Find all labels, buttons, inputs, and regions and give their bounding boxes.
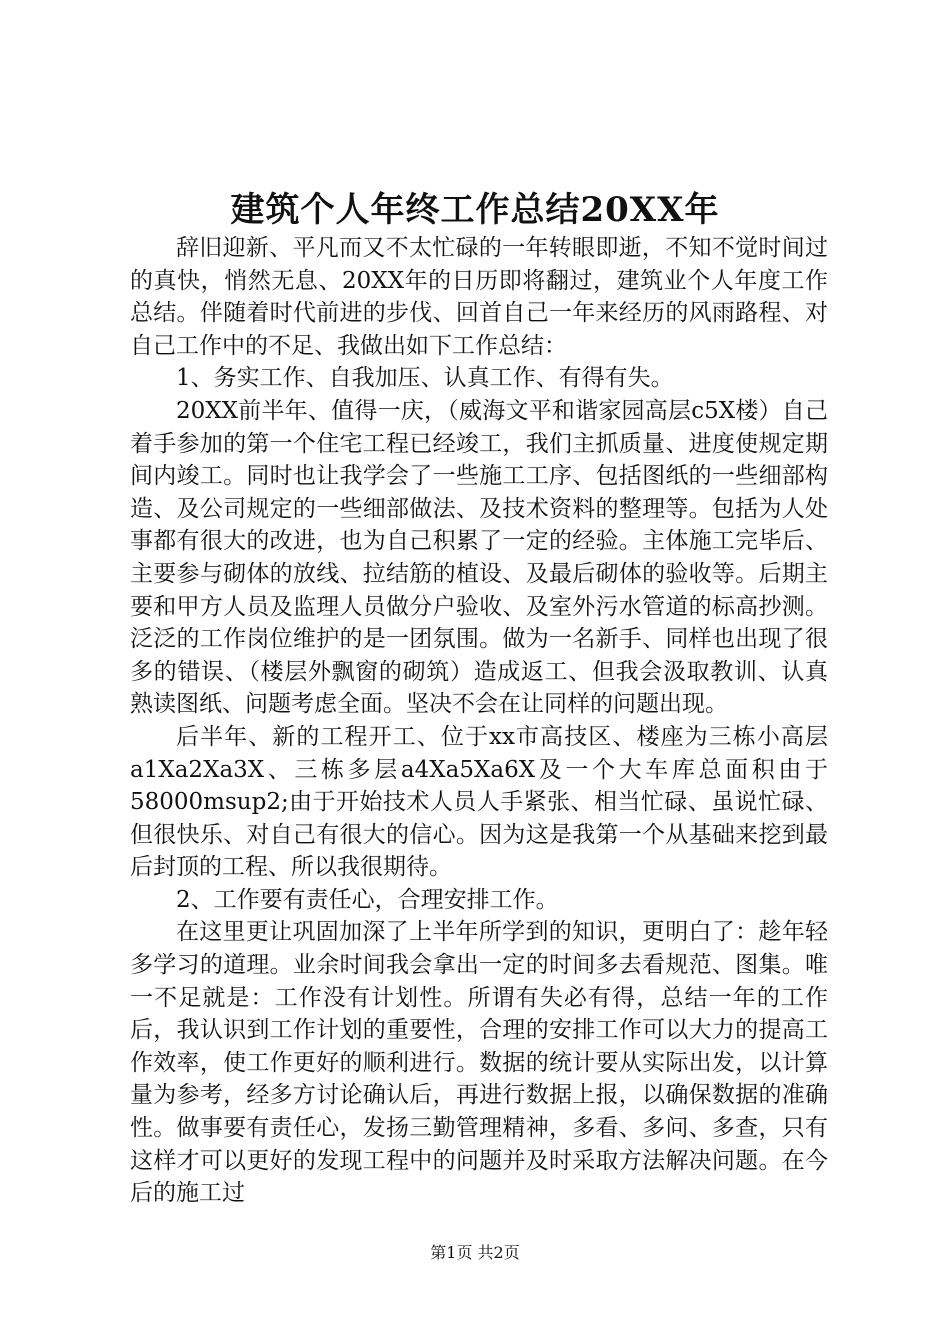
paragraph-responsibility: 在这里更让巩固加深了上半年所学到的知识，更明白了：趁年轻多学习的道理。业余时间我会拿出一定的时间多去看规范、图集。唯一不足就是：工作没有计划性。所谓有失必有得，总结一年的工作后，我认识到工作计划的重要性，合理的安排工作可以大力的提高工作效率，使工作更好的顺利进行。数据的统计要从实际出发，以计算量为参考，经多方讨论确认后，再进行数据上报，以确保数据的准确性。做事要有责任心，发扬三勤管理精神，多看、多问、多查，只有这样才可以更好的发现工程中的问题并及时采取方法解决问题。在今后的施工过 — [130, 919, 828, 1207]
page-footer: 第1页 共2页 — [430, 1243, 520, 1262]
paragraph-heading-1: 1、务实工作、自我加压、认真工作、有得有失。 — [176, 365, 674, 392]
paragraph-first-half: 20XX前半年、值得一庆，（威海文平和谐家园高层c5X楼）自己着手参加的第一个住宅工程已经竣工，我们主抓质量、进度使规定期间内竣工。同时也让我学会了一些施工工序、包括图纸的一些细部构造、及公司规定的一些细部做法、及技术资料的整理等。包括为人处事都有很大的改进，也为自己积累了一定的经验。主体施工完毕后、主要参与砌体的放线、拉结筋的植设、及最后砌体的验收等。后期主要和甲方人员及监理人员做分户验收、及室外污水管道的标高抄测。泛泛的工作岗位维护的是一团氛围。做为一名新手、同样也出现了很多的错误、（楼层外飘窗的砌筑）造成返工、但我会汲取教训、认真熟读图纸、问题考虑全面。坚决不会在让同样的问题出现。 — [130, 397, 828, 718]
paragraph-intro: 辞旧迎新、平凡而又不太忙碌的一年转眼即逝，不知不觉时间过的真快，悄然无息、20XX年的日历即将翻过，建筑业个人年度工作总结。伴随着时代前进的步伐、回首自己一年来经历的风雨路程、对自己工作中的不足、我做出如下工作总结： — [130, 235, 828, 359]
paragraph-second-half: 后半年、新的工程开工、位于xx市高技区、楼座为三栋小高层a1Xa2Xa3X、三栋多层a4Xa5Xa6X及一个大车库总面积由于58000msup2;由于开始技术人员人手紧张、相当忙碌、虽说忙碌、但很快乐、对自己有很大的信心。因为这是我第一个从基础来挖到最后封顶的工程、所以我很期待。 — [130, 723, 828, 881]
paragraph-heading-2: 2、工作要有责任心，合理安排工作。 — [176, 886, 559, 913]
document-title: 建筑个人年终工作总结20XX年 — [230, 190, 720, 230]
document-body — [130, 232, 828, 1210]
